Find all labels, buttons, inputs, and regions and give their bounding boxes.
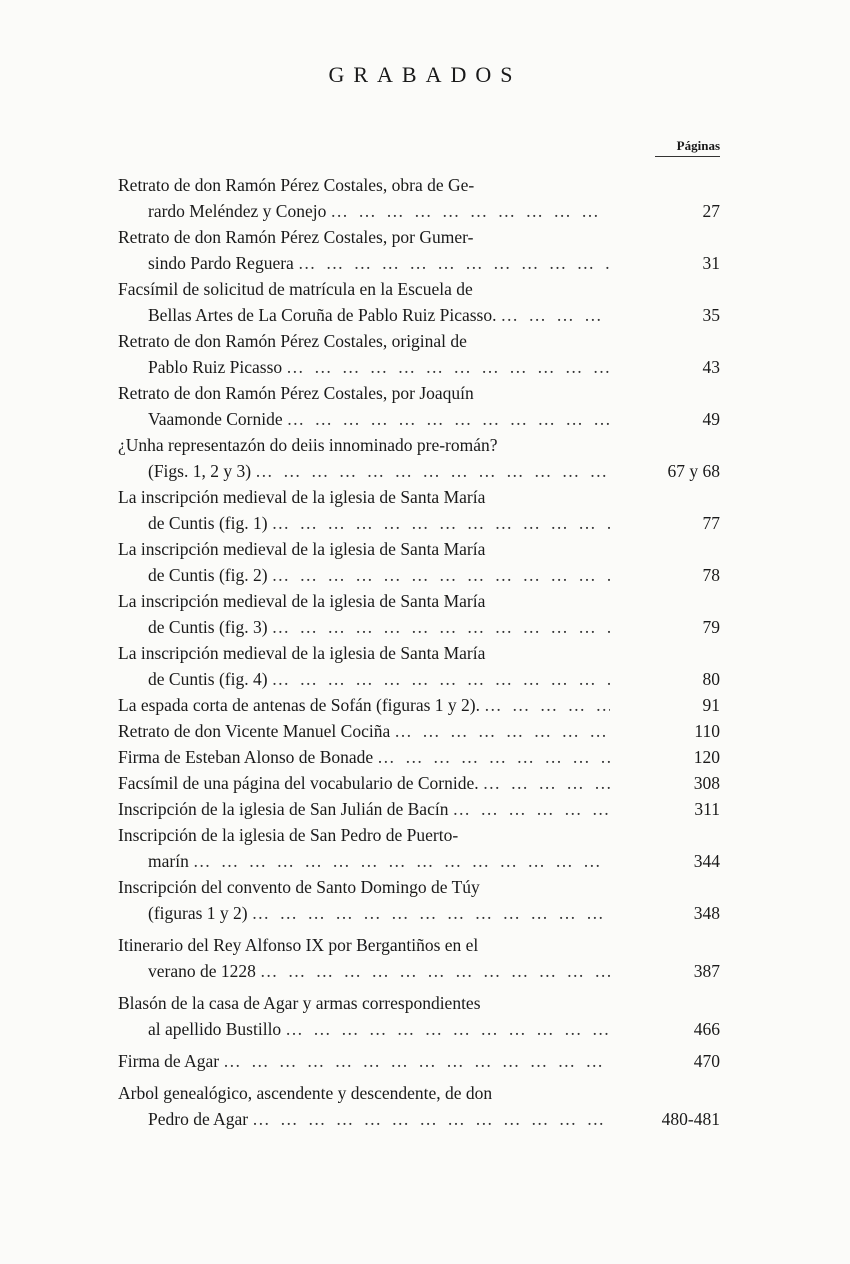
entry-text-line: Retrato de don Ramón Pérez Costales, por Gumer- (118, 227, 474, 247)
page-number: 110 (694, 721, 720, 741)
dot-leader (272, 510, 610, 536)
page-number: 67 y 68 (667, 461, 720, 481)
entry-text-line: La espada corta de antenas de Sofán (figuras 1 y 2). (118, 695, 481, 715)
entry-text-line: Facsímil de solicitud de matrícula en la Escuela de (118, 279, 473, 299)
page-number: 77 (702, 513, 720, 533)
dot-leader (483, 770, 610, 796)
list-item (118, 380, 720, 432)
page-number: 308 (693, 773, 720, 793)
list-item (118, 932, 720, 984)
list-item (118, 796, 720, 822)
dot-leader (272, 666, 610, 692)
page-number: 31 (702, 253, 720, 273)
list-item (118, 484, 720, 536)
entry-text-line: rardo Meléndez y Conejo (148, 201, 327, 221)
entry-text-line: La inscripción medieval de la iglesia de Santa María (118, 539, 486, 559)
page-number: 80 (702, 669, 720, 689)
page-number: 91 (702, 695, 720, 715)
list-item (118, 718, 720, 744)
dot-leader (260, 958, 610, 984)
entry-text-line: (Figs. 1, 2 y 3) (148, 461, 252, 481)
entry-text-line: Arbol genealógico, ascendente y descendente, de don (118, 1083, 493, 1103)
column-header-pages: Páginas (655, 138, 720, 157)
entry-text-line: verano de 1228 (148, 961, 256, 981)
entry-text-line: Retrato de don Ramón Pérez Costales, por Joaquín (118, 383, 474, 403)
list-item (118, 328, 720, 380)
entry-text-line: Retrato de don Ramón Pérez Costales, original de (118, 331, 467, 351)
dot-leader (272, 562, 610, 588)
entry-text-line: Blasón de la casa de Agar y armas correspondientes (118, 993, 481, 1013)
dot-leader (394, 718, 610, 744)
list-item (118, 640, 720, 692)
list-item (118, 692, 720, 718)
page-number: 27 (702, 201, 720, 221)
page-number: 43 (702, 357, 720, 377)
page-title: GRABADOS (328, 62, 522, 87)
page-number: 78 (702, 565, 720, 585)
list-item (118, 1048, 720, 1074)
page-number: 79 (702, 617, 720, 637)
page-number: 344 (693, 851, 720, 871)
dot-leader (287, 406, 610, 432)
entry-text-line: La inscripción medieval de la iglesia de Santa María (118, 487, 486, 507)
dot-leader (252, 900, 610, 926)
entry-text-line: al apellido Bustillo (148, 1019, 282, 1039)
entry-text-line: Inscripción de la iglesia de San Julián de Bacín (118, 799, 449, 819)
dot-leader (298, 250, 610, 276)
page-number: 311 (694, 799, 720, 819)
dot-leader (484, 692, 610, 718)
dot-leader (500, 302, 610, 328)
dot-leader (285, 1016, 610, 1042)
page-number: 348 (693, 903, 720, 923)
dot-leader (255, 458, 610, 484)
dot-leader (286, 354, 610, 380)
list-item (118, 588, 720, 640)
entry-text-line: de Cuntis (fig. 4) (148, 669, 268, 689)
dot-leader (223, 1048, 610, 1074)
list-item (118, 224, 720, 276)
page-number: 49 (702, 409, 720, 429)
list-item (118, 744, 720, 770)
dot-leader (452, 796, 610, 822)
entry-text-line: La inscripción medieval de la iglesia de Santa María (118, 643, 486, 663)
dot-leader (272, 614, 610, 640)
list-item (118, 874, 720, 926)
list-item (118, 172, 720, 224)
entry-text-line: marín (148, 851, 189, 871)
entry-text-line: de Cuntis (fig. 1) (148, 513, 268, 533)
dot-leader (377, 744, 610, 770)
page-number: 466 (693, 1019, 720, 1039)
list-item (118, 432, 720, 484)
entry-text-line: Vaamonde Cornide (148, 409, 283, 429)
page-number: 120 (693, 747, 720, 767)
entry-text-line: (figuras 1 y 2) (148, 903, 248, 923)
entry-text-line: Firma de Esteban Alonso de Bonade (118, 747, 374, 767)
list-item (118, 822, 720, 874)
engravings-list (118, 172, 720, 1132)
entry-text-line: ¿Unha representazón do deiis innominado pre-román? (118, 435, 498, 455)
entry-text-line: La inscripción medieval de la iglesia de Santa María (118, 591, 486, 611)
entry-text-line: Retrato de don Vicente Manuel Cociña (118, 721, 391, 741)
page-number: 480-481 (661, 1109, 720, 1129)
entry-text-line: Firma de Agar (118, 1051, 220, 1071)
entry-text-line: Inscripción de la iglesia de San Pedro de Puerto- (118, 825, 459, 845)
entry-text-line: de Cuntis (fig. 2) (148, 565, 268, 585)
entry-text-line: Itinerario del Rey Alfonso IX por Bergantiños en el (118, 935, 479, 955)
entry-text-line: Pedro de Agar (148, 1109, 249, 1129)
dot-leader (330, 198, 610, 224)
page-number: 470 (693, 1051, 720, 1071)
dot-leader (193, 848, 610, 874)
entry-text-line: Inscripción del convento de Santo Domingo de Túy (118, 877, 480, 897)
entry-text-line: Facsímil de una página del vocabulario de Cornide. (118, 773, 479, 793)
list-item (118, 276, 720, 328)
list-item (118, 990, 720, 1042)
page-number: 35 (702, 305, 720, 325)
list-item (118, 1080, 720, 1132)
list-item (118, 536, 720, 588)
entry-text-line: sindo Pardo Reguera (148, 253, 294, 273)
entry-text-line: Pablo Ruiz Picasso (148, 357, 283, 377)
entry-text-line: Retrato de don Ramón Pérez Costales, obra de Ge- (118, 175, 475, 195)
list-item (118, 770, 720, 796)
entry-text-line: de Cuntis (fig. 3) (148, 617, 268, 637)
dot-leader (252, 1106, 610, 1132)
page-number: 387 (693, 961, 720, 981)
entry-text-line: Bellas Artes de La Coruña de Pablo Ruiz Picasso. (148, 305, 497, 325)
